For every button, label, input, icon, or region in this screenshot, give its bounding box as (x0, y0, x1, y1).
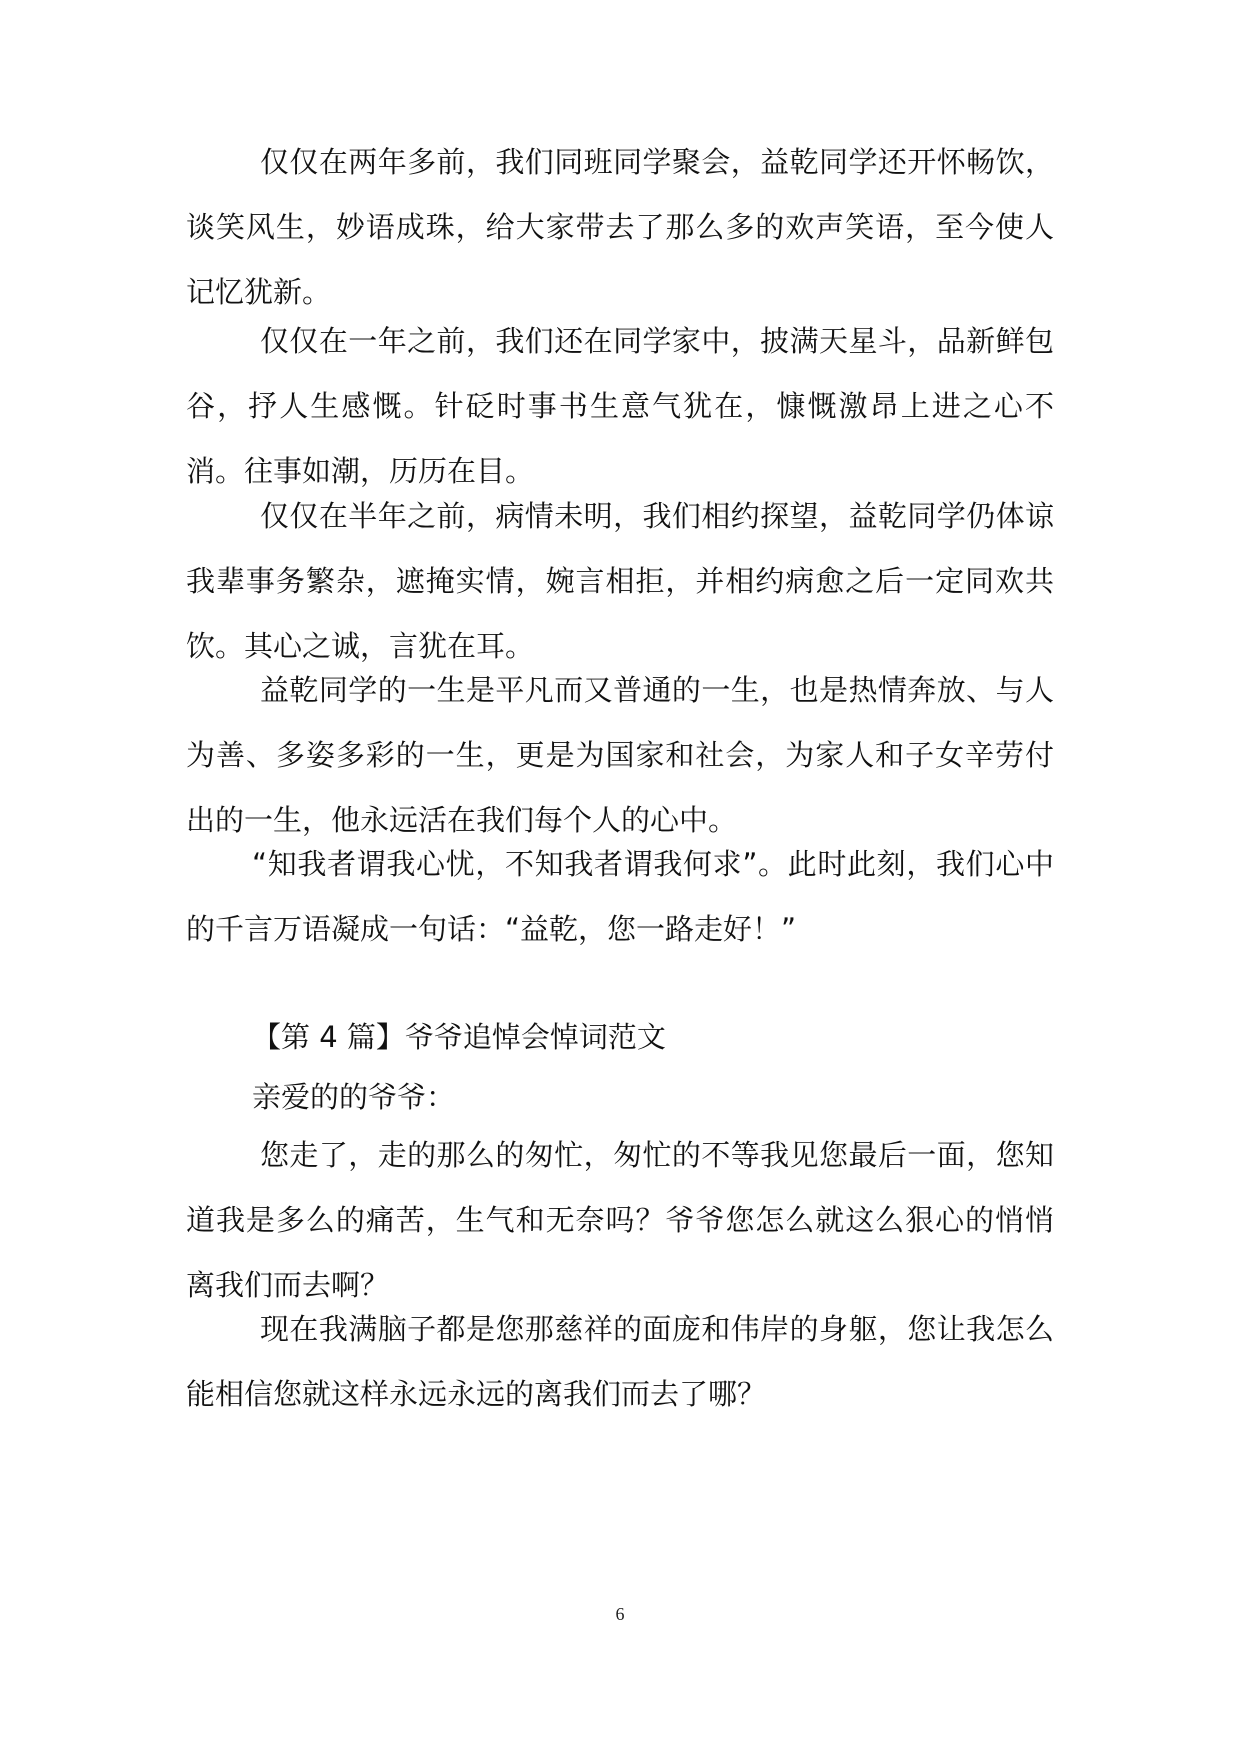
paragraph-life-summary: 益乾同学的一生是平凡而又普通的一生，也是热情奔放、与人为善、多姿多彩的一生，更是为国家和社会，为家人和子女辛劳付出的一生，他永远活在我们每个人的心中。 (186, 673, 1054, 837)
salutation: 亲爱的的爷爷： (252, 1080, 456, 1114)
paragraph-grandpa-memory: 现在我满脑子都是您那慈祥的面庞和伟岸的身躯，您让我怎么能相信您就这样永远永远的离我们而去了哪？ (186, 1312, 1054, 1411)
paragraph-class-reunion: 仅仅在两年多前，我们同班同学聚会，益乾同学还开怀畅饮，谈笑风生，妙语成珠，给大家带去了那么多的欢声笑语，至今使人记忆犹新。 (186, 145, 1054, 309)
paragraph-grandpa-left: 您走了，走的那么的匆忙，匆忙的不等我见您最后一面，您知道我是多么的痛苦，生气和无奈吗？爷爷您怎么就这么狠心的悄悄离我们而去啊？ (186, 1138, 1054, 1302)
paragraph-one-year-ago: 仅仅在一年之前，我们还在同学家中，披满天星斗，品新鲜包谷，抒人生感慨。针砭时事书生意气犹在，慷慨激昂上进之心不消。往事如潮，历历在目。 (186, 324, 1054, 488)
section-heading: 【第 4 篇】爷爷追悼会悼词范文 (252, 1020, 666, 1054)
paragraph-half-year-ago: 仅仅在半年之前，病情未明，我们相约探望，益乾同学仍体谅我辈事务繁杂，遮掩实情，婉言相拒，并相约病愈之后一定同欢共饮。其心之诚，言犹在耳。 (186, 499, 1054, 663)
page-number: 6 (615, 1604, 625, 1624)
paragraph-farewell-quote: “知我者谓我心忧，不知我者谓我何求”。此时此刻，我们心中的千言万语凝成一句话：“益乾，您一路走好！” (186, 847, 1054, 946)
